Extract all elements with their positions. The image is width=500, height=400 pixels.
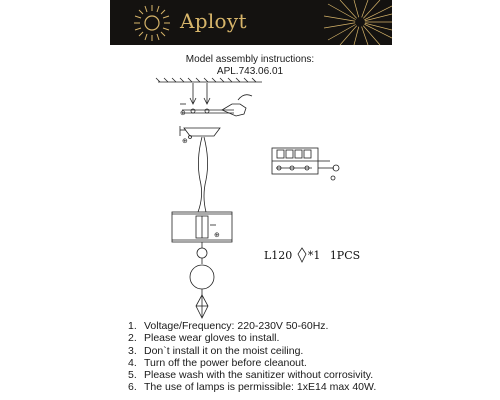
lamp-shade: [172, 212, 232, 242]
list-item: 5. Please wash with the sanitizer without corrosivity.: [128, 369, 374, 382]
mounting-bracket: [182, 109, 234, 113]
notes-list: [128, 320, 376, 394]
brand-name: Aployt: [180, 9, 247, 33]
spec-length: L120: [264, 249, 293, 262]
small-bead: [197, 248, 207, 258]
list-item: 4. Turn off the power before cleanout.: [128, 356, 307, 369]
list-item: 1. Voltage/Frequency: 220-230V 50-60Hz.: [128, 320, 329, 332]
large-sphere: [190, 265, 214, 289]
ceiling-hatch: [156, 78, 262, 82]
list-item: 3. Don`t install it on the moist ceiling.: [128, 344, 304, 357]
svg-text:⊕: ⊕: [214, 231, 220, 239]
spec-pcs: 1PCS: [329, 249, 361, 262]
suspension-cord: [198, 137, 202, 212]
page-title: Model assembly instructions:: [185, 54, 315, 65]
list-item: 2. Please wear gloves to install.: [128, 332, 280, 345]
svg-text:⊕: ⊕: [182, 137, 188, 145]
crystal-drop-icon: [296, 247, 308, 263]
svg-text:⊕: ⊕: [180, 109, 186, 117]
terminal-block-icon: [272, 148, 339, 180]
spec-qty: *1: [307, 249, 321, 262]
part-spec: [264, 247, 360, 263]
list-item: 6. The use of lamps is permissible: 1xE14 max 40W.: [128, 381, 377, 394]
model-number: APL.743.06.01: [216, 66, 284, 77]
